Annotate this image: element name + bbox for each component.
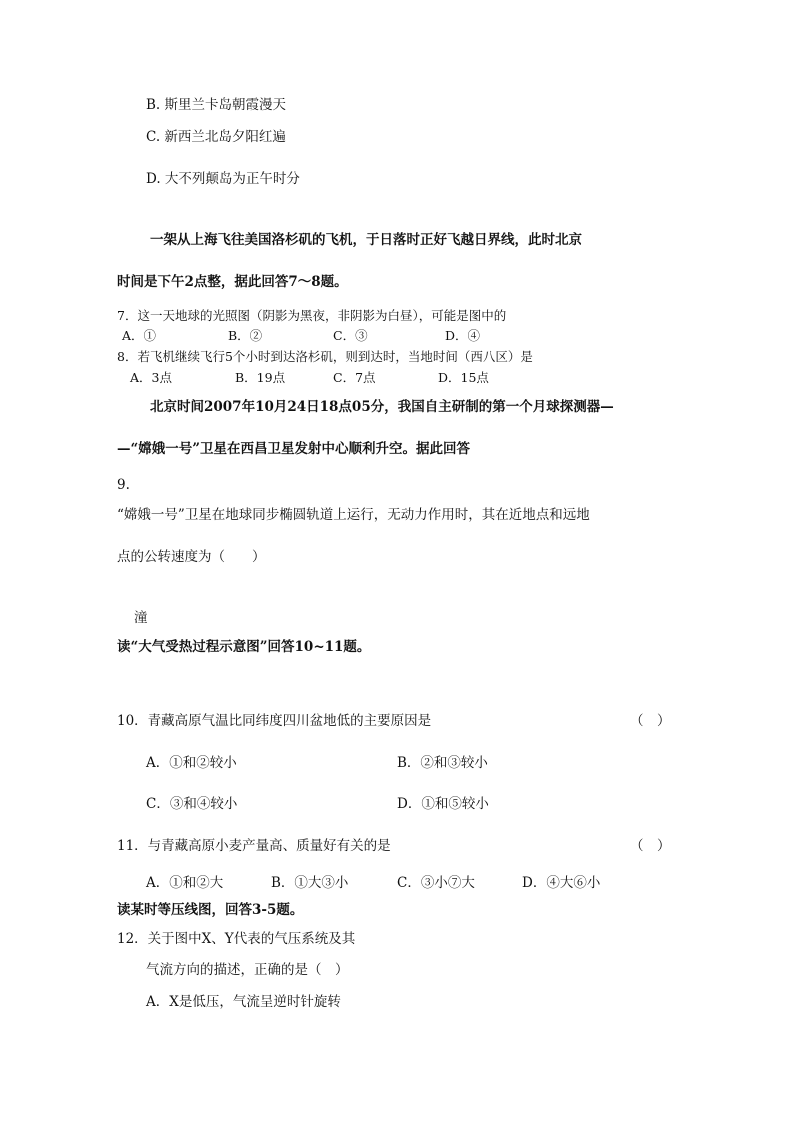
q11-answer-paren: （ ） bbox=[630, 838, 671, 854]
q7-option-d: D．④ bbox=[445, 328, 481, 343]
q10-option-c: C．③和④较小 bbox=[146, 796, 238, 812]
q12-stem-line1: 12．关于图中X、Y代表的气压系统及其 bbox=[117, 931, 356, 947]
q11-option-b: B．①大③小 bbox=[271, 875, 349, 891]
q9-stem-line2: 点的公转速度为（ ） bbox=[117, 549, 266, 565]
q7-option-a: A．① bbox=[122, 328, 157, 343]
q8-option-d: D．15点 bbox=[438, 370, 489, 385]
q10-answer-paren: （ ） bbox=[630, 713, 671, 729]
q11-option-c: C．③小⑦大 bbox=[397, 875, 475, 891]
q10-option-d: D．①和⑤较小 bbox=[397, 796, 489, 812]
q6-option-d: D. 大不列颠岛为正午时分 bbox=[146, 171, 300, 187]
intro-10-11: 读“大气受热过程示意图”回答10~11题。 bbox=[117, 639, 371, 655]
q8-option-a: A．3点 bbox=[130, 370, 172, 385]
q11-stem: 11．与青藏高原小麦产量高、质量好有关的是 bbox=[117, 838, 391, 854]
q8-option-c: C．7点 bbox=[333, 370, 376, 385]
q7-stem: 7．这一天地球的光照图（阴影为黑夜，非阴影为白昼），可能是图中的 bbox=[117, 308, 507, 323]
q6-option-c: C. 新西兰北岛夕阳红遍 bbox=[146, 129, 286, 145]
q12-option-a: A．X是低压，气流呈逆时针旋转 bbox=[146, 994, 341, 1010]
q9-number: 9. bbox=[117, 477, 130, 493]
q7-option-b: B．② bbox=[228, 328, 263, 343]
q6-option-b: B. 斯里兰卡岛朝霞漫天 bbox=[146, 97, 287, 113]
q11-option-d: D．④大⑥小 bbox=[522, 875, 601, 891]
intro-9-line1: 北京时间2007年10月24日18点05分，我国自主研制的第一个月球探测器— bbox=[150, 399, 614, 415]
q11-option-a: A．①和②大 bbox=[146, 875, 224, 891]
q10-option-a: A．①和②较小 bbox=[146, 755, 237, 771]
q10-option-b: B．②和③较小 bbox=[397, 755, 488, 771]
q9-stem-line1: “嫦娥一号”卫星在地球同步椭圆轨道上运行，无动力作用时，其在近地点和远地 bbox=[117, 507, 590, 523]
intro-9-line2: —“嫦娥一号”卫星在西昌卫星发射中心顺利升空。据此回答 bbox=[117, 441, 471, 457]
intro-7-8-line2: 时间是下午2点整，据此回答7～8题。 bbox=[117, 274, 348, 290]
stray-character: 潼 bbox=[134, 610, 148, 626]
q10-stem: 10．青藏高原气温比同纬度四川盆地低的主要原因是 bbox=[117, 713, 432, 729]
q8-stem: 8．若飞机继续飞行5个小时到达洛杉矶，则到达时，当地时间（西八区）是 bbox=[117, 349, 533, 364]
q7-option-c: C．③ bbox=[333, 328, 368, 343]
q12-stem-line2: 气流方向的描述，正确的是（ ） bbox=[146, 962, 349, 978]
intro-7-8-line1: 一架从上海飞往美国洛杉矶的飞机，于日落时正好飞越日界线，此时北京 bbox=[150, 232, 582, 248]
intro-12: 读某时等压线图，回答3-5题。 bbox=[117, 902, 304, 918]
q8-option-b: B．19点 bbox=[235, 370, 286, 385]
